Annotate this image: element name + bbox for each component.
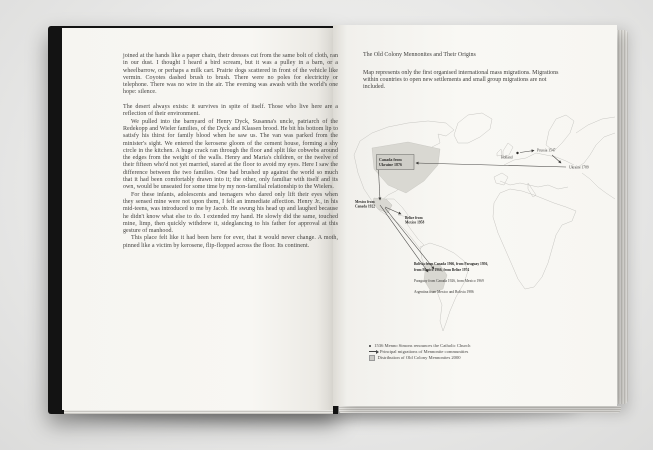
mexico-label-line1: Mexico from: [355, 200, 375, 204]
map-intro-text: Map represents only the first organised international mass migrations. Migrations within countries to open new settlements and small group migrations are not included.: [363, 70, 559, 91]
legend-row-distribution: [369, 355, 470, 361]
legend-dot-icon: [369, 345, 371, 347]
map-legend: [369, 343, 470, 361]
canada-label-line2: Ukraine 1876: [379, 162, 402, 167]
legend-text-migrations: Principal migrations of Mennonite communities: [380, 349, 469, 354]
page-stack-right-edge: [617, 30, 628, 404]
paragraph-moth: This place felt like it had been here for ever, that it would never change. A moth, pinned like a victim by kerosene, flip-flopped across the floor. Its continent.: [123, 235, 338, 249]
mexico-label-line2: Canada 1922: [355, 204, 376, 209]
belize-label-line2: Mexico 1958: [405, 220, 425, 225]
bolivia-label-line1: Bolivia from Canada 1966, from Paraguay 1956,: [414, 262, 489, 266]
paragraph-desert: The desert always exists: it survives in spite of itself. Those who live here are a reflection of their environment.: [123, 104, 338, 118]
argentina-label: Argentina from Mexico and Bolivia 1986: [414, 290, 474, 294]
belize-label-line1: Belize from: [405, 216, 423, 220]
holland-label: Holland: [501, 155, 513, 160]
route-prussia-to-ukraine: [552, 155, 561, 163]
map-title: The Old Colony Mennonites and Their Origins: [363, 52, 476, 58]
world-migration-map: [350, 103, 615, 338]
menno-simons-origin-dot: [516, 152, 518, 154]
bolivia-label-line2: from Mexico 1966, from Belize 1974: [414, 268, 470, 272]
paragraph-continuation: joined at the hands like a paper chain, their dresses cut from the same bolt of cloth, ran in our dust. I thought I heard a bird scream, but it was a pulley in a barn, or a wheelbarrow, or perhaps a milk cart. Prairie dogs scattered in front of the vehicle like vermin. Coyotes dashed brush to brush. There were no poles for electricity or telephone. There was no wire in the air. The evening was awash with the world's one hope: silence.: [123, 53, 338, 96]
route-holland-to-prussia: [520, 151, 534, 153]
canada-label-line1: Canada from: [379, 157, 402, 162]
legend-square-icon: [369, 355, 375, 361]
paragraph-infants: For these infants, adolescents and teenagers who dared only lift their eyes when they sensed mine were not upon them, I felt an immediate affection. Henry Jr., in his mid-teens, was introduced to me by Jacob. He swung his head up and laughed because he didn't know what else to do. I extended my hand. He slowly did the same, touched mine, limp, then quickly withdrew it, sideglancing to his father for approval at this gesture of manhood.: [123, 191, 338, 235]
ukraine-label: Ukraine 1789: [569, 165, 589, 170]
page-stack-bottom-edge: [339, 406, 621, 413]
legend-text-distribution: Distribution of Old Colony Mennonites 2000: [377, 355, 461, 360]
legend-text-menno: 1536 Menno Simons renounces the Catholic Church: [374, 343, 471, 348]
page-stack-bottom-left: [64, 410, 333, 414]
route-ukraine-to-canada: [416, 163, 566, 167]
left-page-text-block: [123, 53, 338, 250]
paraguay-label: Paraguay from Canada 1926, from Mexico 1969: [414, 279, 484, 283]
legend-arrow-icon: [369, 351, 376, 352]
paragraph-barnyard: We pulled into the barnyard of Henry Dyck, Susanna's uncle, patriarch of the Redekopp and Wieler families, of the Dyck and Klassen brood. He bit his bottom lip to satisfy his thirst for family blood when he saw us. The van was parked from the minister's sight. We entered the kerosene gloom of the cement house, forming a shy circle in the kitchen. A huge crack ran through the floor and split like cobwebs around the edges from the weight of the walls. Henry and Maria's children, or the twelve of their fifteen who'd not yet married, stared at the floor to avoid my eyes. Here I saw the difference between the two families. One had brushed up against the world so much that it had been comfortably drawn into it; the other, only familiar with itself and its own, would be unseated for some time by my non-familial relationship to the Wielers.: [123, 118, 338, 191]
prussia-label: Prussia 1547: [537, 148, 556, 153]
